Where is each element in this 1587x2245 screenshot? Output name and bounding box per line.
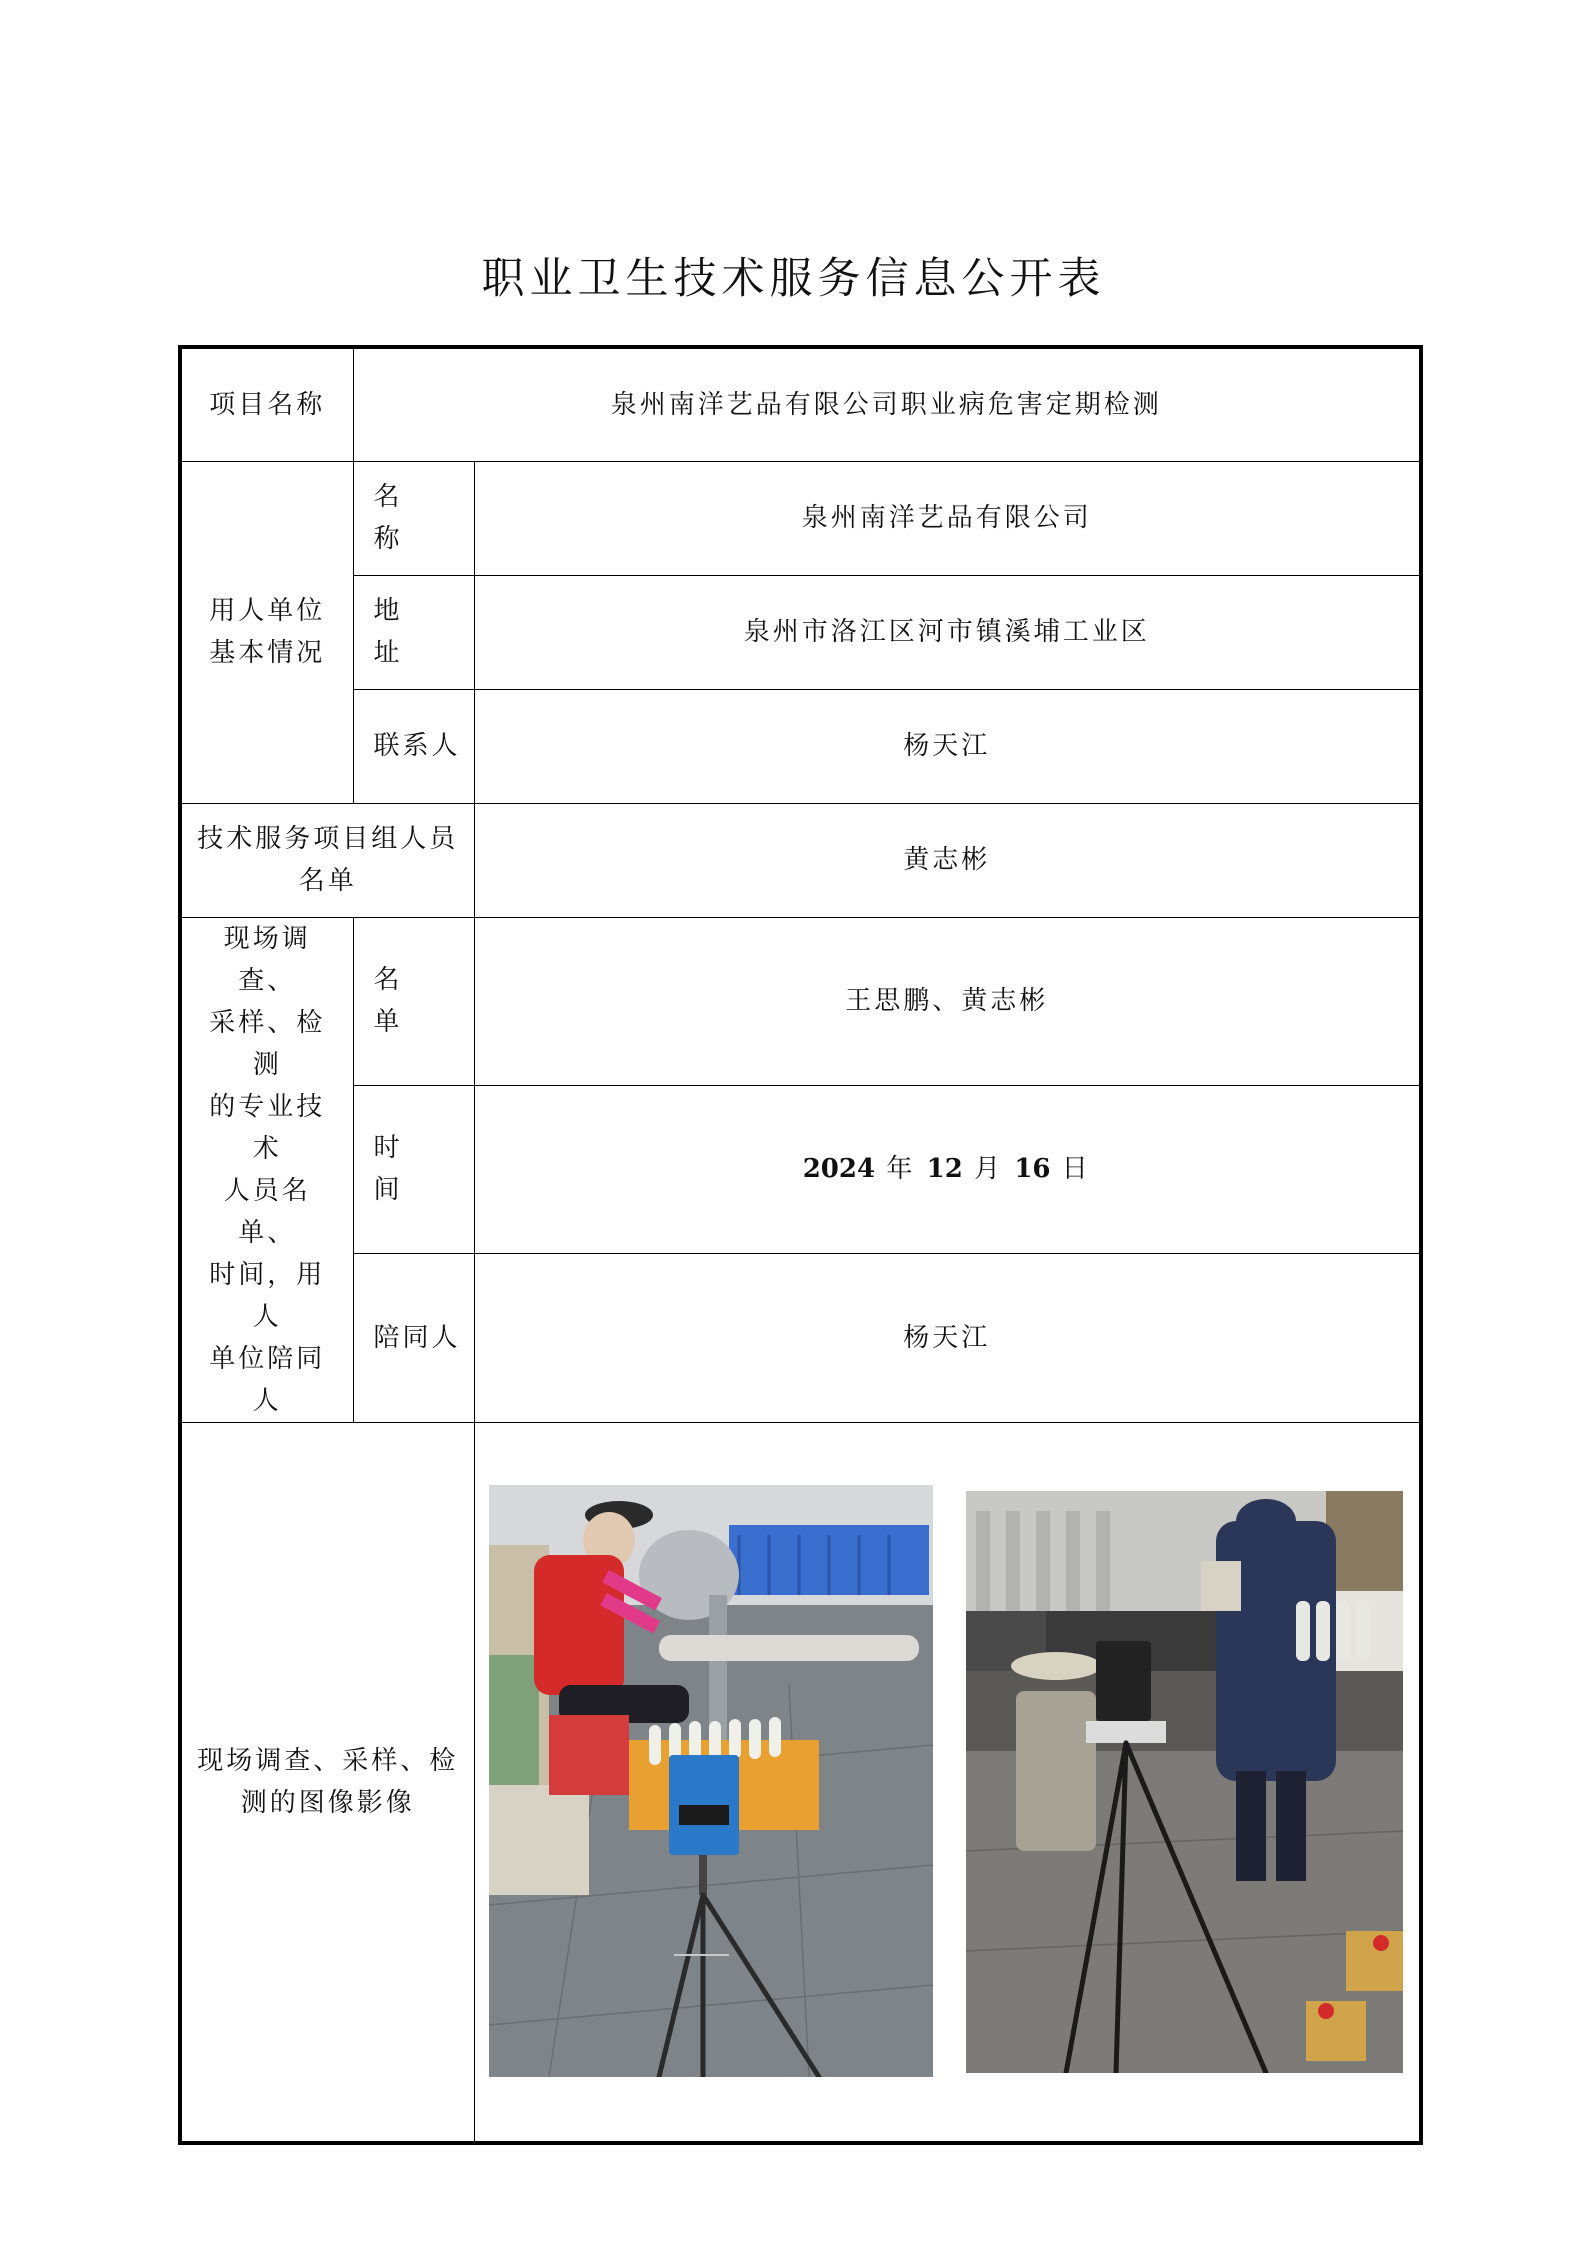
employer-contact-label: 联系人 bbox=[353, 689, 474, 803]
field-time-value bbox=[474, 1085, 1421, 1253]
field-staff-label-line: 人员名单、 bbox=[223, 1175, 311, 1248]
field-staff-label-line: 现场调查、 bbox=[223, 923, 311, 996]
field-escort-label: 陪同人 bbox=[353, 1254, 474, 1422]
field-staff-label-line: 时间，用人 bbox=[209, 1259, 326, 1332]
date-month-unit: 月 bbox=[974, 1154, 1004, 1185]
row-team bbox=[180, 803, 1421, 917]
images-label-line1: 现场调查、采样、检 bbox=[197, 1745, 459, 1776]
field-time-label: 时 间 bbox=[353, 1085, 474, 1253]
row-field-escort bbox=[180, 1254, 1421, 1422]
row-employer-name bbox=[180, 461, 1421, 575]
date-year: 2024 bbox=[802, 1154, 876, 1185]
photo-area bbox=[475, 1423, 1420, 2141]
employer-label bbox=[180, 461, 353, 803]
field-staff-label-line: 的专业技术 bbox=[209, 1091, 326, 1164]
field-list-value: 王思鹏、黄志彬 bbox=[474, 917, 1421, 1085]
field-staff-label bbox=[180, 917, 353, 1422]
info-table bbox=[178, 345, 1423, 2145]
row-project bbox=[180, 347, 1421, 461]
project-value: 泉州南洋艺品有限公司职业病危害定期检测 bbox=[353, 347, 1421, 461]
team-label bbox=[180, 803, 474, 917]
employer-address-label: 地 址 bbox=[353, 575, 474, 689]
date-day-unit: 日 bbox=[1061, 1154, 1091, 1185]
date-year-unit: 年 bbox=[886, 1154, 916, 1185]
page-title: 职业卫生技术服务信息公开表 bbox=[481, 254, 1106, 304]
project-label: 项目名称 bbox=[180, 347, 353, 461]
team-value: 黄志彬 bbox=[474, 803, 1421, 917]
site-photo-2 bbox=[966, 1491, 1403, 2073]
images-label bbox=[180, 1422, 474, 2143]
employer-address-value: 泉州市洛江区河市镇溪埔工业区 bbox=[474, 575, 1421, 689]
images-label-line2: 测的图像影像 bbox=[240, 1787, 415, 1818]
date-day: 16 bbox=[1014, 1154, 1051, 1185]
employer-label-line2: 基本情况 bbox=[209, 638, 326, 668]
field-list-label: 名 单 bbox=[353, 917, 474, 1085]
row-employer-contact bbox=[180, 689, 1421, 803]
site-photo-2-image bbox=[966, 1491, 1403, 2073]
row-field-time bbox=[180, 1085, 1421, 1253]
site-photo-1 bbox=[489, 1485, 933, 2077]
date-month: 12 bbox=[926, 1154, 963, 1185]
employer-contact-value: 杨天江 bbox=[474, 689, 1421, 803]
employer-name-label: 名 称 bbox=[353, 461, 474, 575]
field-escort-value: 杨天江 bbox=[474, 1254, 1421, 1422]
employer-label-line1: 用人单位 bbox=[209, 596, 326, 626]
team-label-line2: 名单 bbox=[298, 866, 357, 896]
team-label-line1: 技术服务项目组人员 bbox=[197, 824, 459, 854]
field-staff-label-line: 采样、检测 bbox=[209, 1007, 326, 1080]
images-cell bbox=[474, 1422, 1421, 2143]
row-field-list bbox=[180, 917, 1421, 1085]
row-employer-address bbox=[180, 575, 1421, 689]
field-staff-label-line: 单位陪同人 bbox=[209, 1343, 326, 1416]
site-photo-1-image bbox=[489, 1485, 933, 2077]
employer-name-value: 泉州南洋艺品有限公司 bbox=[474, 461, 1421, 575]
row-images bbox=[180, 1422, 1421, 2143]
